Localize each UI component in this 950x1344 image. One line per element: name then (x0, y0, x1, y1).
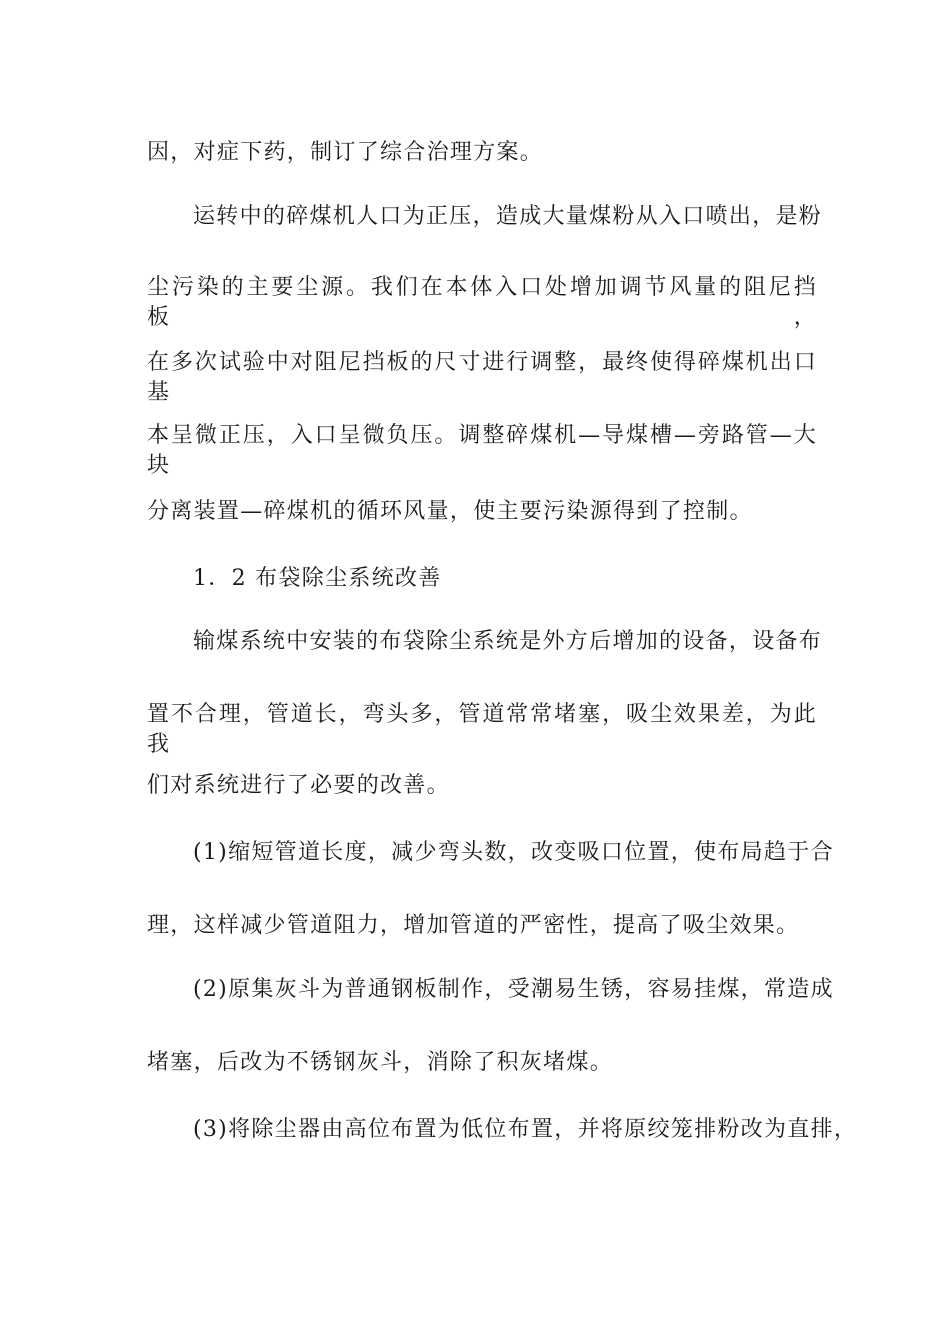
text-line: 置不合理，管道长，弯头多，管道常常堵塞，吸尘效果差，为此我 (147, 702, 817, 757)
text-line: 因，对症下药，制订了综合治理方案。 (147, 140, 544, 165)
text-line: 本呈微正压，入口呈微负压。调整碎煤机—导煤槽—旁路管—大块 (147, 423, 817, 478)
text-line: 们对系统进行了必要的改善。 (147, 773, 450, 798)
text-line: 分离装置—碎煤机的循环风量，使主要污染源得到了控制。 (147, 499, 753, 524)
paragraph-first-line: 输煤系统中安装的布袋除尘系统是外方后增加的设备，设备布 (193, 629, 823, 654)
section-heading: 1．2 布袋除尘系统改善 (193, 566, 442, 591)
list-item-first-line: (3)将除尘器由高位布置为低位布置，并将原绞笼排粉改为直排， (193, 1117, 858, 1142)
paragraph-first-line: 运转中的碎煤机人口为正压，造成大量煤粉从入口喷出，是粉 (193, 204, 823, 229)
text-line: 堵塞，后改为不锈钢灰斗，消除了积灰堵煤。 (147, 1050, 614, 1075)
list-item-first-line: (2)原集灰斗为普通钢板制作，受潮易生锈，容易挂煤，常造成 (193, 977, 834, 1002)
text-line: 在多次试验中对阻尼挡板的尺寸进行调整，最终使得碎煤机出口基 (147, 350, 817, 405)
text-line: 尘污染的主要尘源。我们在本体入口处增加调节风量的阻尼挡板， (147, 275, 817, 330)
text-line: 理，这样减少管道阻力，增加管道的严密性，提高了吸尘效果。 (147, 913, 800, 938)
list-item-first-line: (1)缩短管道长度，减少弯头数，改变吸口位置，使布局趋于合 (193, 840, 834, 865)
